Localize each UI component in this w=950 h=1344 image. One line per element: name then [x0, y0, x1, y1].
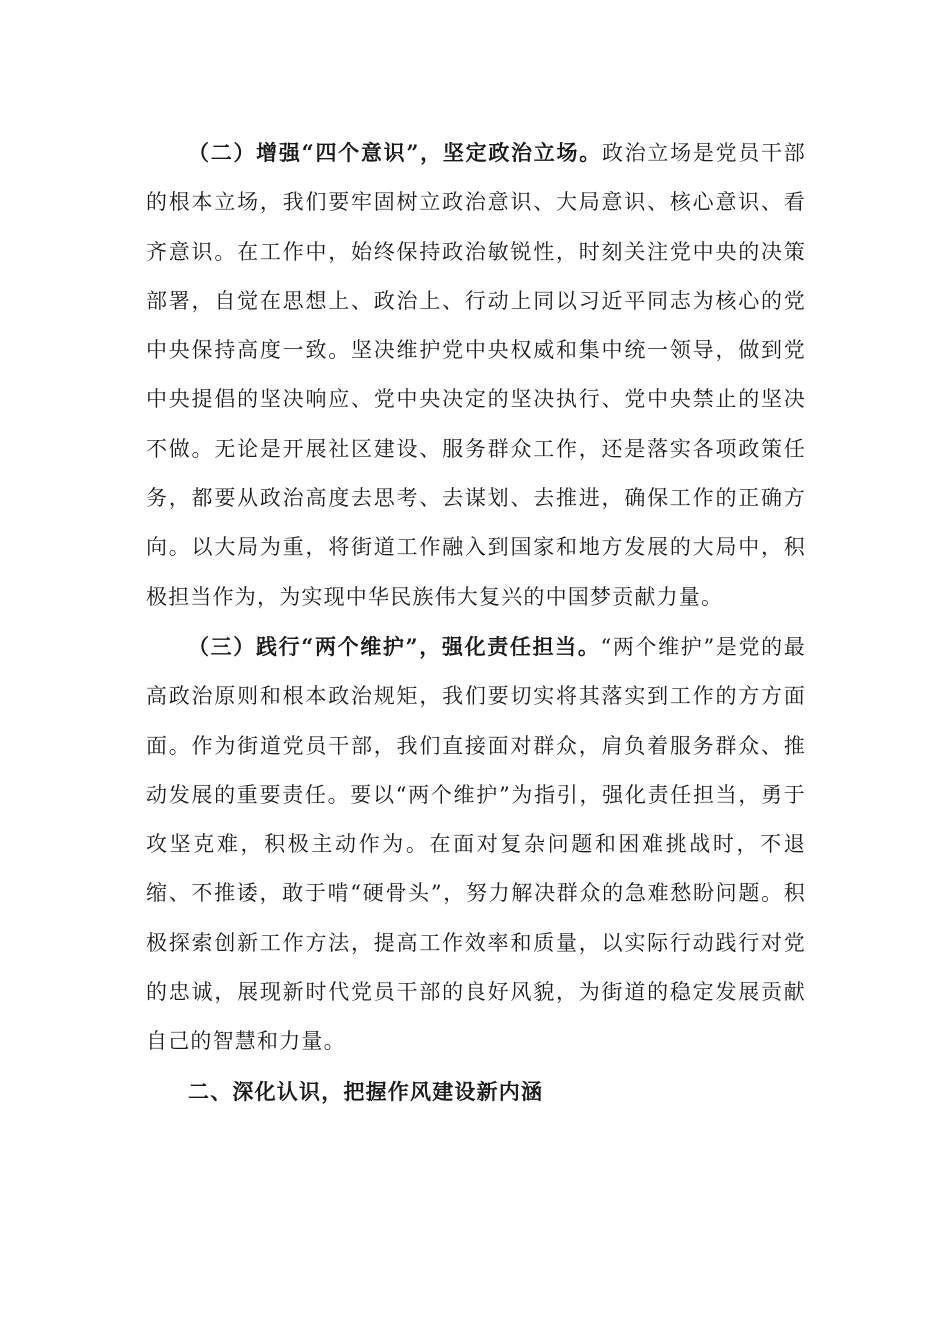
paragraph-text: “两个维护”是党的最高政治原则和根本政治规矩，我们要切实将其落实到工作的方方面面。作为街道党员干部，我们直接面对群众，肩负着服务群众、推动发展的重要责任。要以“两个维护”为指引，强化责任担当，勇于攻坚克难，积极主动作为。在面对复杂问题和困难挑战时，不退缩、不推诿，敢于啃“硬骨头”，努力解决群众的急难愁盼问题。积极探索创新工作方法，提高工作效率和质量，以实际行动践行对党的忠诚，展现新时代党员干部的良好风貌，为街道的稳定发展贡献自己的智慧和力量。	[146, 634, 806, 1054]
paragraph-text: 政治立场是党员干部的根本立场，我们要牢固树立政治意识、大局意识、核心意识、看齐意识。在工作中，始终保持政治敏锐性，时刻关注党中央的决策部署，自觉在思想上、政治上、行动上同以习近平同志为核心的党中央保持高度一致。坚决维护党中央权威和集中统一领导，做到党中央提倡的坚决响应、党中央决定的坚决执行、党中央禁止的坚决不做。无论是开展社区建设、服务群众工作，还是落实各项政策任务，都要从政治高度去思考、去谋划、去推进，确保工作的正确方向。以大局为重，将街道工作融入到国家和地方发展的大局中，积极担当作为，为实现中华民族伟大复兴的中国梦贡献力量。	[146, 141, 806, 609]
section-heading: 二、深化认识，把握作风建设新内涵	[188, 1078, 544, 1104]
paragraph-two-safeguards	[146, 622, 806, 1067]
paragraph-lead-title: （二）增强“四个意识”，坚定政治立场。	[188, 140, 602, 165]
paragraph-lead-title: （三）践行“两个维护”，强化责任担当。	[188, 633, 601, 659]
document-body	[146, 128, 806, 1116]
paragraph-strengthen-four-consciousness	[146, 128, 806, 622]
